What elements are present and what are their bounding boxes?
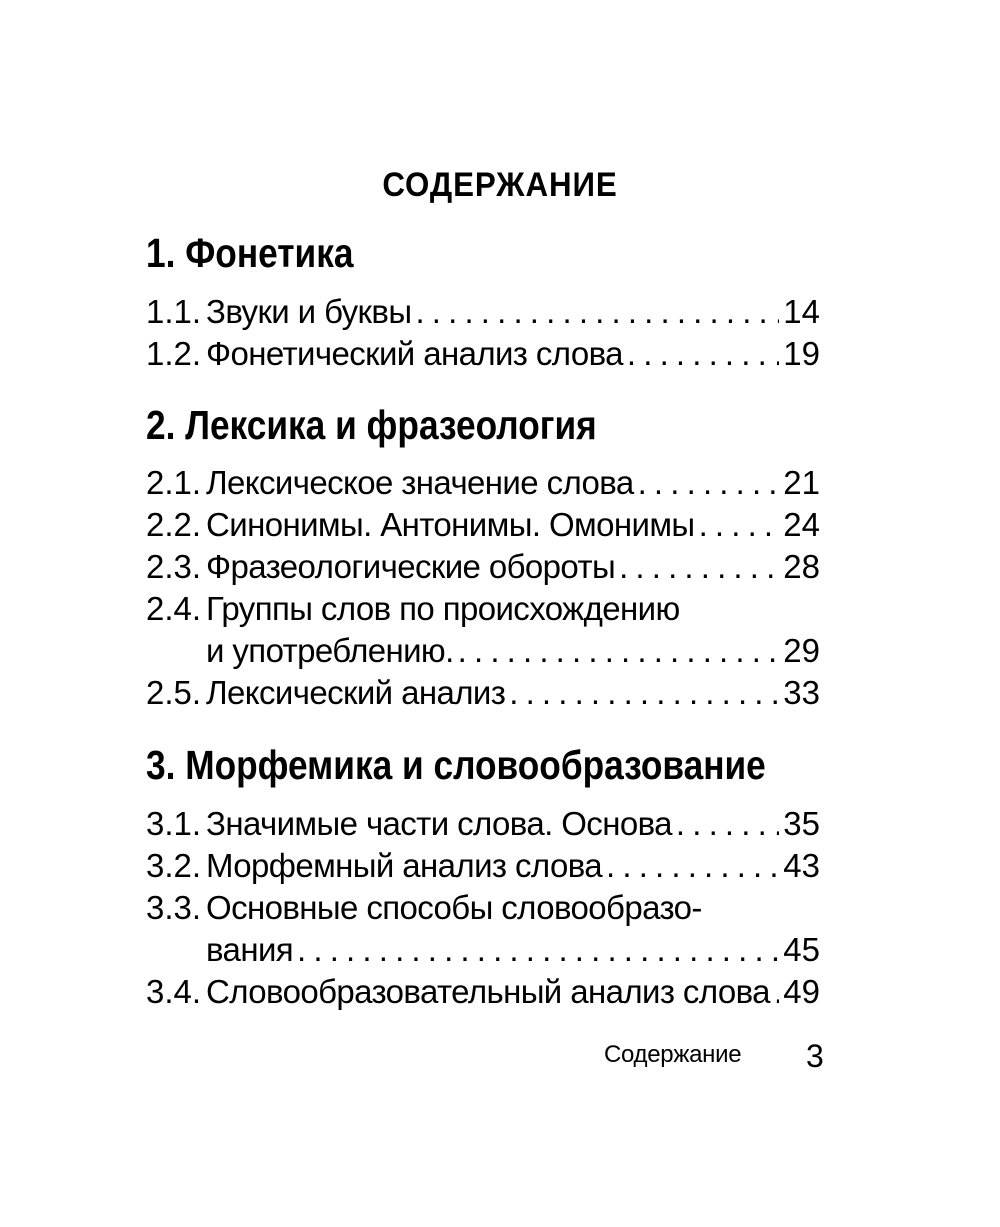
dot-leader xyxy=(627,333,779,375)
entry-page: 35 xyxy=(783,805,820,842)
entry-page: 14 xyxy=(783,293,820,330)
entry-number: 1.1. xyxy=(146,293,202,330)
entry-number: 2.3. xyxy=(146,548,202,585)
entry-title: Значимые части слова. Основа xyxy=(206,805,672,842)
entry-number: 2.2. xyxy=(146,506,202,543)
toc-entry[interactable] xyxy=(146,803,820,845)
entry-title-continued: и употреблению. xyxy=(206,632,454,669)
section-heading: 3. Морфемика и словообразование xyxy=(146,742,766,788)
dot-leader xyxy=(619,546,779,588)
entry-title: Фразеологические обороты xyxy=(206,548,616,585)
toc-entry-continued[interactable] xyxy=(146,929,820,971)
entry-page: 24 xyxy=(783,506,820,543)
entry-title: Лексический анализ xyxy=(206,674,506,711)
dot-leader xyxy=(297,929,779,971)
toc-entry[interactable] xyxy=(146,672,820,714)
entry-page: 29 xyxy=(783,632,820,669)
entry-page: 45 xyxy=(783,931,820,968)
entry-title: Словообразовательный анализ слова xyxy=(206,973,770,1010)
entry-page: 33 xyxy=(783,674,820,711)
entry-title: Звуки и буквы xyxy=(206,293,412,330)
section-heading: 2. Лексика и фразеология xyxy=(146,402,597,448)
toc-entry[interactable] xyxy=(146,333,820,375)
entry-number: 3.2. xyxy=(146,847,202,884)
entry-number: 3.1. xyxy=(146,805,202,842)
dot-leader xyxy=(676,803,779,845)
entry-number: 2.4. xyxy=(146,590,202,627)
toc-entry[interactable] xyxy=(146,887,820,929)
toc-entry-continued[interactable] xyxy=(146,630,820,672)
dot-leader xyxy=(638,462,780,504)
entry-number: 3.3. xyxy=(146,889,202,926)
dot-leader xyxy=(415,291,779,333)
entry-title: Лексическое значение слова xyxy=(206,464,634,501)
page-number: 3 xyxy=(806,1038,824,1074)
entry-number: 2.5. xyxy=(146,674,202,711)
section-heading: 1. Фонетика xyxy=(146,230,354,276)
entry-number: 1.2. xyxy=(146,335,202,372)
entry-title: Основные способы словообразо- xyxy=(206,889,702,926)
entry-page: 28 xyxy=(783,548,820,585)
entry-title: Морфемный анализ слова xyxy=(206,847,603,884)
dot-leader xyxy=(774,971,779,1013)
toc-entry[interactable] xyxy=(146,845,820,887)
entry-page: 19 xyxy=(783,335,820,372)
toc-entry[interactable] xyxy=(146,546,820,588)
toc-entry[interactable] xyxy=(146,462,820,504)
toc-entry[interactable] xyxy=(146,291,820,333)
entry-title: Группы слов по происхождению xyxy=(206,590,680,627)
entry-page: 43 xyxy=(783,847,820,884)
dot-leader xyxy=(606,845,779,887)
entry-title: Фонетический анализ слова xyxy=(206,335,623,372)
toc-entry[interactable] xyxy=(146,504,820,546)
entry-number: 3.4. xyxy=(146,973,202,1010)
entry-title-continued: вания xyxy=(206,931,294,968)
toc-entry[interactable] xyxy=(146,971,820,1013)
dot-leader xyxy=(699,504,780,546)
entry-title: Синонимы. Антонимы. Омонимы xyxy=(206,506,695,543)
entry-page: 49 xyxy=(783,973,820,1010)
toc-entry[interactable] xyxy=(146,588,820,630)
entry-page: 21 xyxy=(783,464,820,501)
entry-number: 2.1. xyxy=(146,464,202,501)
page-title: СОДЕРЖАНИЕ xyxy=(382,166,618,204)
dot-leader xyxy=(509,672,779,714)
running-footer-label: Содержание xyxy=(604,1041,742,1068)
dot-leader xyxy=(458,630,780,672)
